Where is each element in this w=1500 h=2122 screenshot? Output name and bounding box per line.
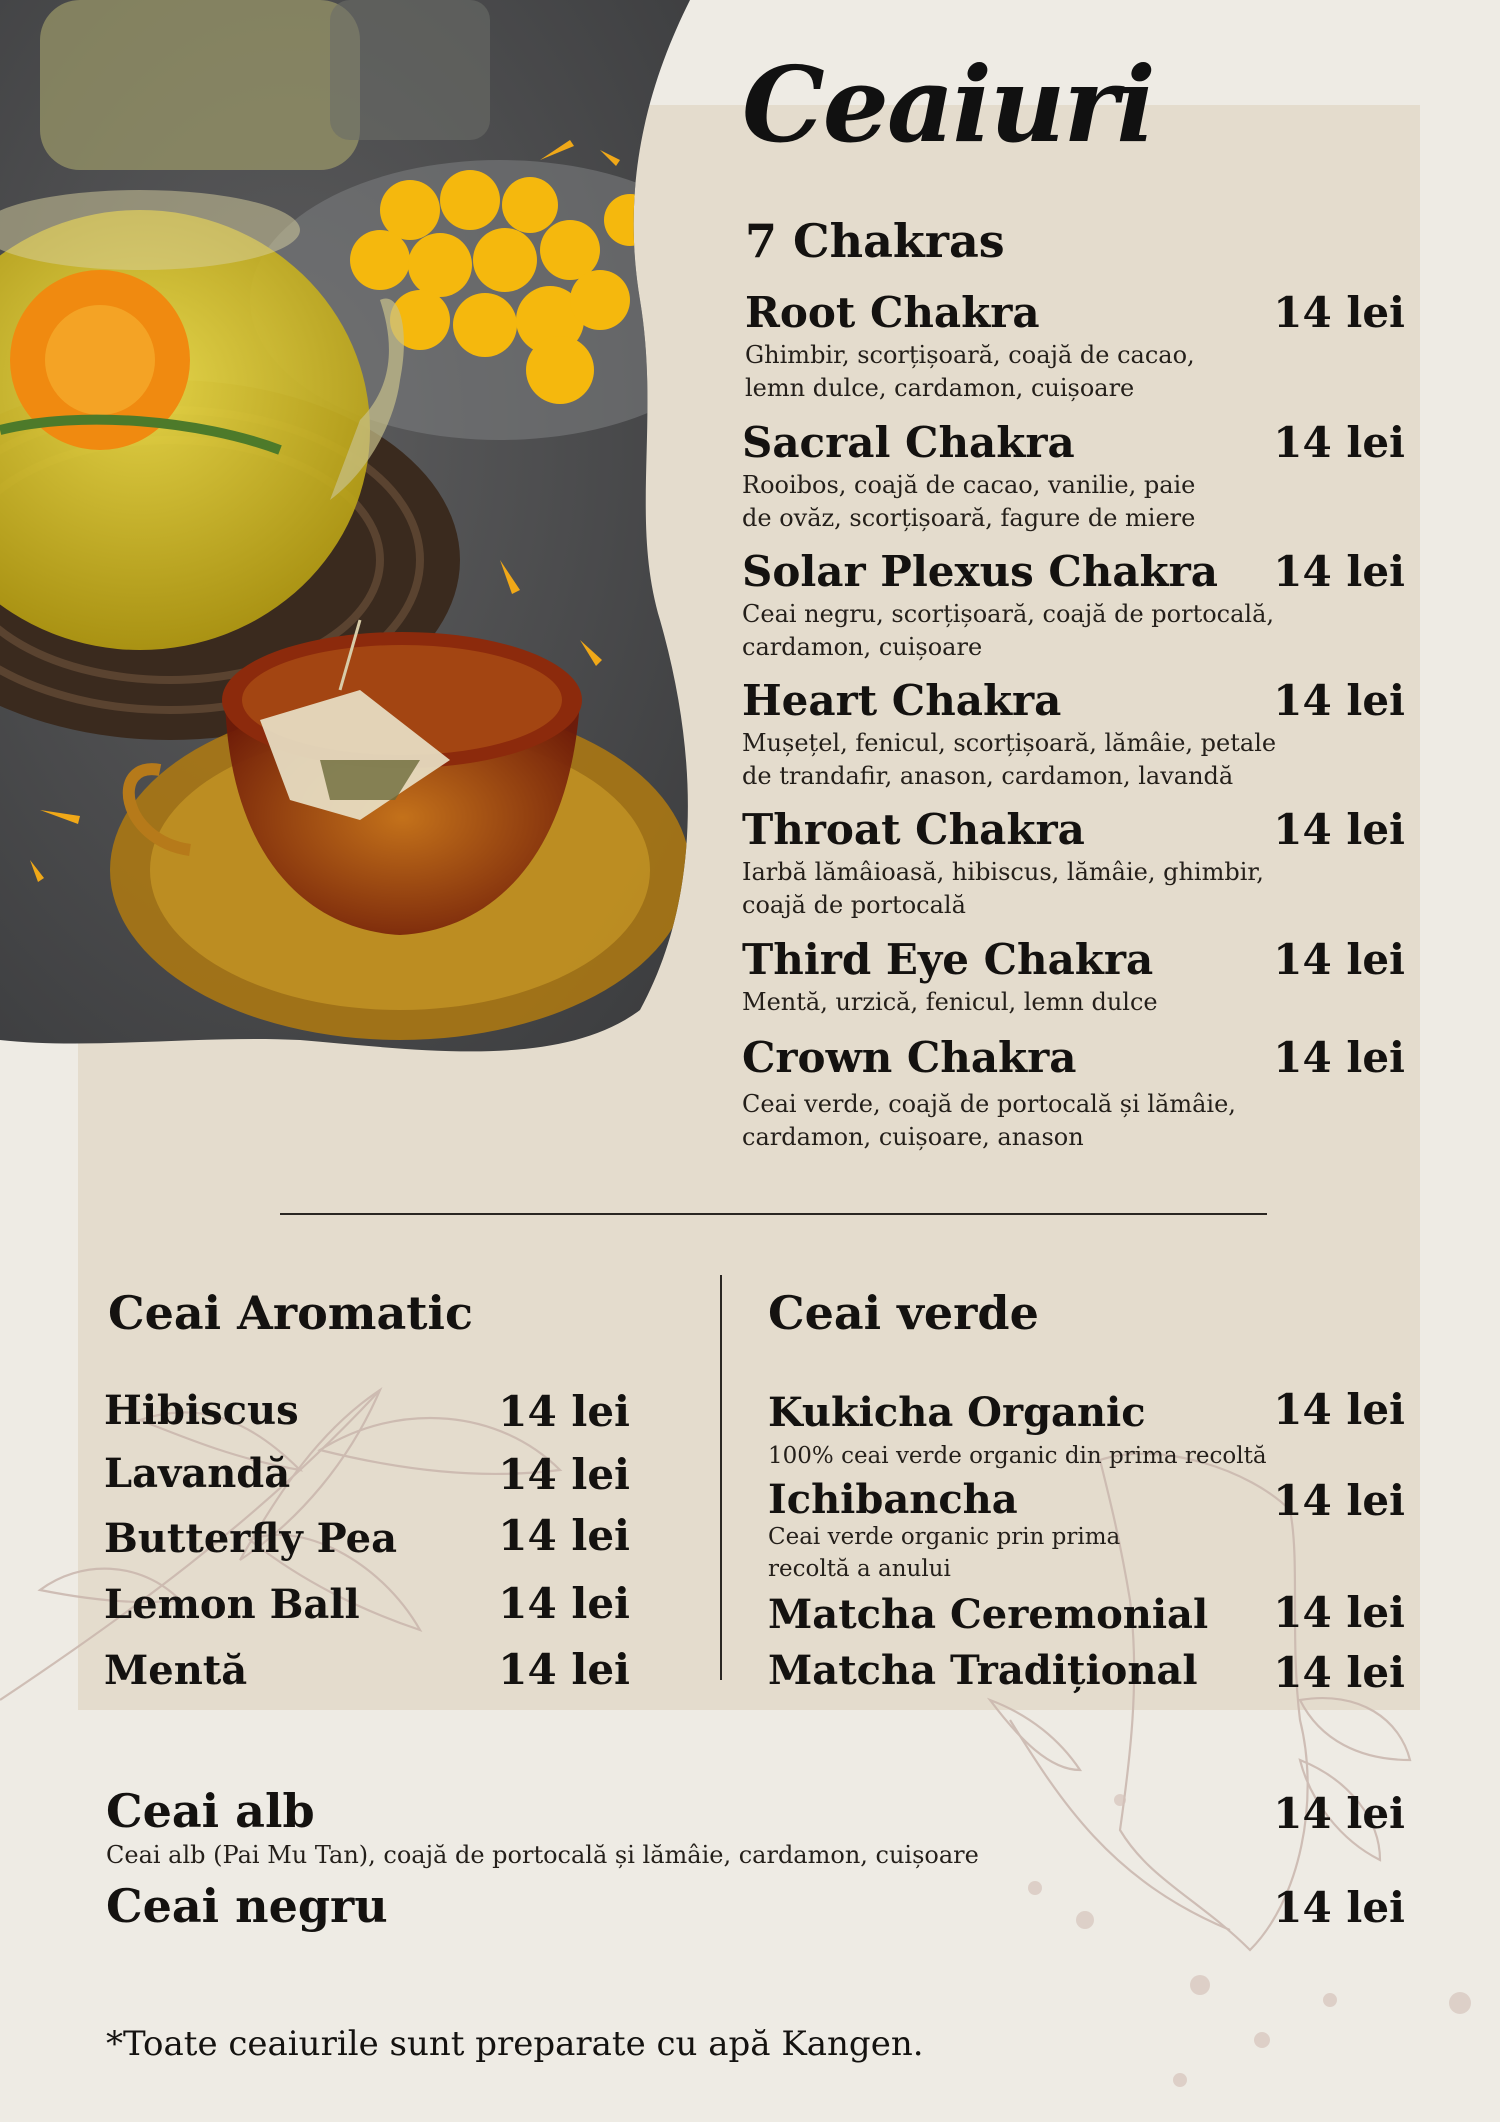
chakra-item-desc: de ovăz, scorțișoară, fagure de miere xyxy=(742,504,1196,532)
aromatic-item-name: Butterfly Pea xyxy=(104,1515,397,1562)
green-item-name: Ichibancha xyxy=(768,1476,1018,1523)
aromatic-item-price: 14 lei xyxy=(498,1645,630,1694)
chakra-item-desc: Iarbă lămâioasă, hibiscus, lămâie, ghimbir, xyxy=(742,858,1264,886)
chakra-item-price: 14 lei xyxy=(1273,1033,1405,1082)
green-item-desc: Ceai verde organic prin prima xyxy=(768,1524,1121,1550)
chakra-item-desc: Rooibos, coajă de cacao, vanilie, paie xyxy=(742,471,1196,499)
green-item-price: 14 lei xyxy=(1273,1588,1405,1637)
chakra-item-desc: de trandafir, anason, cardamon, lavandă xyxy=(742,762,1234,790)
green-item-price: 14 lei xyxy=(1273,1476,1405,1525)
chakra-item-price: 14 lei xyxy=(1273,547,1405,596)
chakra-item xyxy=(742,804,1405,922)
chakra-item-desc: Ceai negru, scorțișoară, coajă de portocală, xyxy=(742,600,1275,628)
chakra-item-desc: Ceai verde, coajă de portocală și lămâie, xyxy=(742,1090,1236,1118)
footnote: *Toate ceaiurile sunt preparate cu apă Kangen. xyxy=(106,2024,924,2064)
green-heading: Ceai verde xyxy=(768,1286,1039,1340)
chakra-item-price: 14 lei xyxy=(1273,935,1405,984)
green-item-desc: recoltă a anului xyxy=(768,1556,951,1582)
green-item-price: 14 lei xyxy=(1273,1385,1405,1434)
aromatic-item-name: Lemon Ball xyxy=(104,1581,360,1628)
chakra-item xyxy=(745,287,1405,405)
aromatic-item-name: Lavandă xyxy=(104,1450,291,1497)
white-tea-name: Ceai alb xyxy=(106,1784,315,1838)
chakra-item-desc: Ghimbir, scorțișoară, coajă de cacao, xyxy=(745,341,1195,369)
aromatic-item-price: 14 lei xyxy=(498,1450,630,1499)
chakra-item xyxy=(742,1032,1405,1154)
chakra-item-desc: Mentă, urzică, fenicul, lemn dulce xyxy=(742,988,1158,1016)
green-item-price: 14 lei xyxy=(1273,1648,1405,1697)
chakra-item xyxy=(742,546,1405,664)
chakras-heading: 7 Chakras xyxy=(745,214,1005,268)
aromatic-item-name: Hibiscus xyxy=(104,1387,299,1434)
aromatic-item-price: 14 lei xyxy=(498,1511,630,1560)
aromatic-item-price: 14 lei xyxy=(498,1579,630,1628)
aromatic-heading: Ceai Aromatic xyxy=(108,1286,473,1340)
aromatic-item-price: 14 lei xyxy=(498,1387,630,1436)
white-tea-price: 14 lei xyxy=(1273,1789,1405,1838)
column-divider xyxy=(720,1275,722,1680)
chakra-item-name: Third Eye Chakra xyxy=(742,935,1154,984)
chakra-item-name: Throat Chakra xyxy=(742,805,1085,854)
chakra-item-name: Heart Chakra xyxy=(742,676,1062,725)
section-divider xyxy=(280,1213,1267,1215)
chakra-item-name: Root Chakra xyxy=(745,288,1040,337)
chakra-item-desc: lemn dulce, cardamon, cuișoare xyxy=(745,374,1135,402)
chakra-item-desc: Mușețel, fenicul, scorțișoară, lămâie, petale xyxy=(742,729,1277,757)
green-item-desc: 100% ceai verde organic din prima recoltă xyxy=(768,1443,1267,1469)
green-item-name: Matcha Ceremonial xyxy=(768,1591,1209,1638)
chakra-item xyxy=(742,417,1405,535)
chakra-item-name: Sacral Chakra xyxy=(742,418,1075,467)
white-tea-desc: Ceai alb (Pai Mu Tan), coajă de portocală și lămâie, cardamon, cuișoare xyxy=(106,1841,979,1869)
chakra-item-desc: cardamon, cuișoare, anason xyxy=(742,1123,1084,1151)
tea-photo xyxy=(0,0,720,1080)
black-tea-name: Ceai negru xyxy=(106,1879,388,1933)
green-item-name: Matcha Tradițional xyxy=(768,1647,1198,1694)
green-item-name: Kukicha Organic xyxy=(768,1389,1146,1436)
chakra-item xyxy=(742,934,1405,1019)
chakra-item-name: Crown Chakra xyxy=(742,1033,1077,1082)
chakra-item-desc: cardamon, cuișoare xyxy=(742,633,983,661)
chakra-item-desc: coajă de portocală xyxy=(742,891,966,919)
chakra-item-price: 14 lei xyxy=(1273,676,1405,725)
chakra-item-price: 14 lei xyxy=(1273,418,1405,467)
page-title: Ceaiuri xyxy=(742,43,1154,166)
chakra-item-name: Solar Plexus Chakra xyxy=(742,547,1218,596)
chakra-item-price: 14 lei xyxy=(1273,805,1405,854)
aromatic-item-name: Mentă xyxy=(104,1647,248,1694)
chakra-item-price: 14 lei xyxy=(1273,288,1405,337)
black-tea-price: 14 lei xyxy=(1273,1883,1405,1932)
chakra-item xyxy=(742,675,1405,793)
